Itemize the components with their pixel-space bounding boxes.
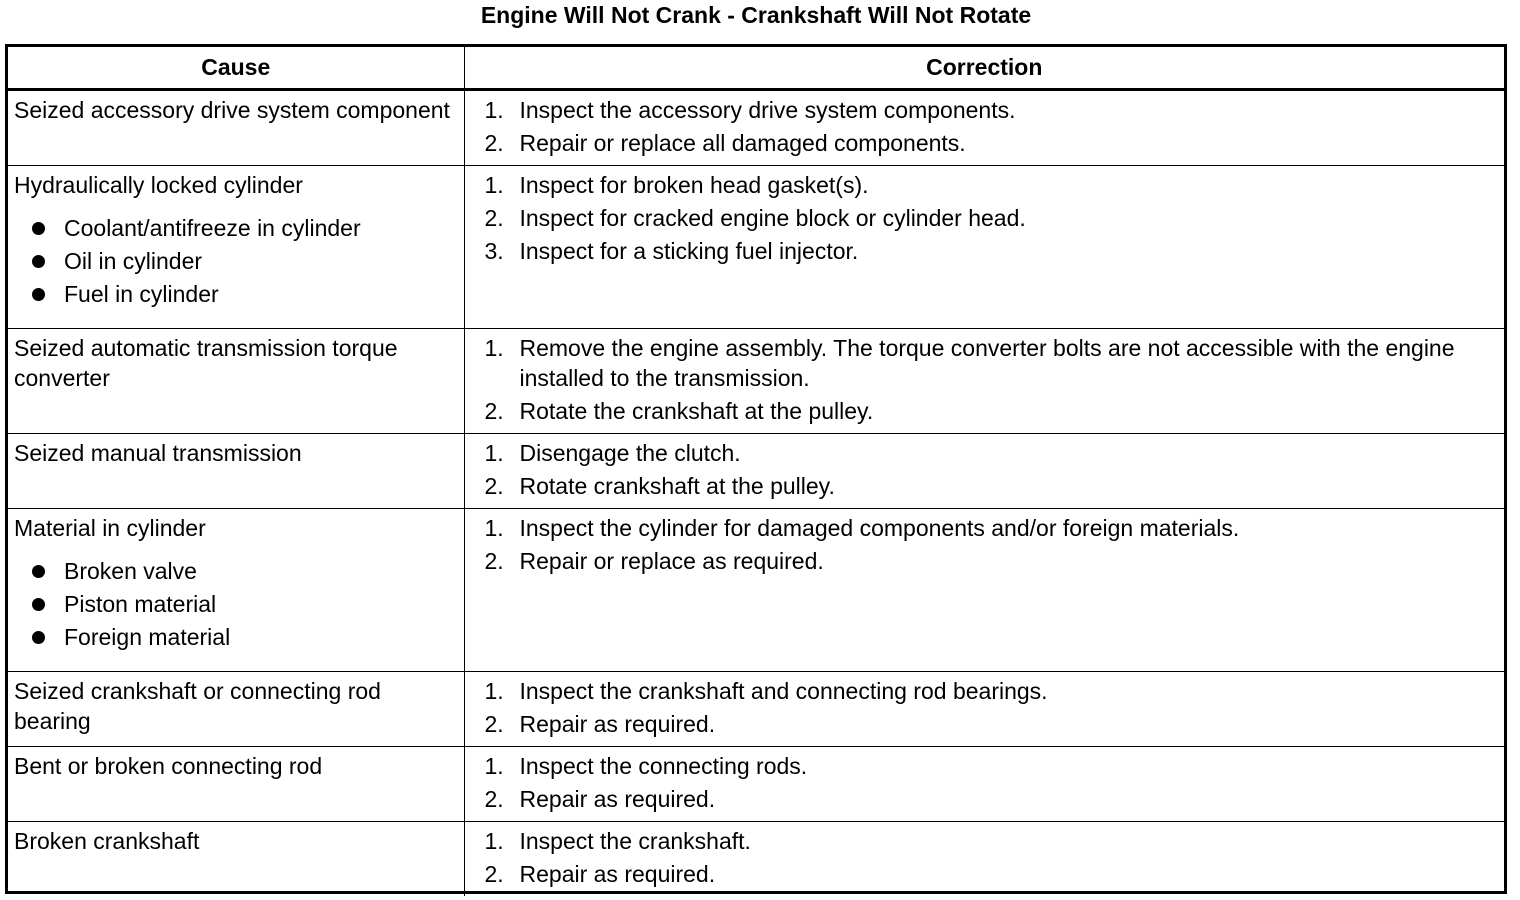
step-number: 1. <box>484 752 504 779</box>
cause-text: Seized crankshaft or connecting rod bearing <box>14 677 381 734</box>
correction-step <box>485 826 1485 856</box>
correction-cell <box>464 433 1504 508</box>
bullet-icon <box>32 255 45 268</box>
step-number: 1. <box>484 677 504 704</box>
correction-step-list <box>485 333 1485 426</box>
cause-text: Broken crankshaft <box>14 827 200 854</box>
table-row <box>8 821 1504 896</box>
correction-step <box>485 170 1485 200</box>
step-number: 1. <box>484 439 504 466</box>
step-text: Remove the engine assembly. The torque converter bolts are not accessible with the engine installed to the transmission. <box>519 334 1455 391</box>
step-text: Repair as required. <box>519 860 716 887</box>
step-number: 1. <box>484 171 504 198</box>
step-text: Rotate crankshaft at the pulley. <box>519 472 835 499</box>
step-text: Inspect the crankshaft and connecting rod bearings. <box>519 677 1048 704</box>
cause-text: Seized accessory drive system component <box>14 96 450 123</box>
correction-step <box>485 236 1485 266</box>
step-text: Repair or replace all damaged components. <box>519 129 966 156</box>
correction-step <box>485 471 1485 501</box>
step-number: 2. <box>484 472 504 499</box>
correction-step <box>485 676 1485 706</box>
table-row <box>8 508 1504 671</box>
step-number: 2. <box>484 710 504 737</box>
header-row <box>8 47 1504 89</box>
table-row <box>8 328 1504 433</box>
step-text: Repair as required. <box>519 785 716 812</box>
table-row <box>8 433 1504 508</box>
step-text: Inspect for broken head gasket(s). <box>519 171 869 198</box>
correction-step <box>485 203 1485 233</box>
step-text: Inspect the connecting rods. <box>519 752 808 779</box>
bullet-icon <box>32 598 45 611</box>
step-number: 1. <box>484 334 504 361</box>
bullet-text: Coolant/antifreeze in cylinder <box>64 214 361 241</box>
correction-step <box>485 751 1485 781</box>
correction-cell <box>464 165 1504 328</box>
step-number: 2. <box>484 129 504 156</box>
cause-bullet-item <box>14 278 458 311</box>
cause-cell <box>8 328 464 433</box>
step-text: Inspect the crankshaft. <box>519 827 751 854</box>
cause-cell <box>8 433 464 508</box>
cause-cell <box>8 89 464 165</box>
correction-step <box>485 95 1485 125</box>
table-row <box>8 165 1504 328</box>
bullet-text: Oil in cylinder <box>64 247 203 274</box>
step-number: 2. <box>484 860 504 887</box>
correction-step <box>485 546 1485 576</box>
step-text: Inspect for a sticking fuel injector. <box>519 237 859 264</box>
cause-text: Seized manual transmission <box>14 439 302 466</box>
step-text: Repair as required. <box>519 710 716 737</box>
diagnosis-table-container <box>5 44 1507 894</box>
correction-step <box>485 438 1485 468</box>
cause-text: Bent or broken connecting rod <box>14 752 323 779</box>
correction-cell <box>464 89 1504 165</box>
bullet-text: Fuel in cylinder <box>64 280 219 307</box>
cause-bullet-list <box>14 555 458 654</box>
cause-column-header: Cause <box>8 47 464 89</box>
cause-cell <box>8 508 464 671</box>
step-text: Inspect the cylinder for damaged components and/or foreign materials. <box>519 514 1240 541</box>
correction-step <box>485 859 1485 889</box>
bullet-icon <box>32 631 45 644</box>
bullet-text: Piston material <box>64 590 217 617</box>
table-row <box>8 746 1504 821</box>
correction-step <box>485 709 1485 739</box>
step-text: Repair or replace as required. <box>519 547 824 574</box>
correction-step-list <box>485 438 1485 501</box>
correction-cell <box>464 821 1504 896</box>
bullet-icon <box>32 565 45 578</box>
bullet-text: Foreign material <box>64 623 231 650</box>
step-text: Inspect the accessory drive system components. <box>519 96 1016 123</box>
cause-bullet-item <box>14 245 458 278</box>
diagnosis-table <box>8 47 1504 896</box>
step-text: Inspect for cracked engine block or cylinder head. <box>519 204 1026 231</box>
step-number: 1. <box>484 96 504 123</box>
bullet-icon <box>32 288 45 301</box>
table-body <box>8 89 1504 896</box>
table-row <box>8 671 1504 746</box>
cause-bullet-item <box>14 212 458 245</box>
page-title: Engine Will Not Crank - Crankshaft Will Not Rotate <box>480 2 1032 28</box>
cause-cell <box>8 165 464 328</box>
correction-cell <box>464 508 1504 671</box>
cause-text: Hydraulically locked cylinder <box>14 171 303 198</box>
correction-cell <box>464 671 1504 746</box>
correction-step <box>485 513 1485 543</box>
correction-step-list <box>485 95 1485 158</box>
correction-step <box>485 333 1485 393</box>
correction-step-list <box>485 170 1485 266</box>
correction-column-header: Correction <box>464 47 1504 89</box>
correction-step-list <box>485 676 1485 739</box>
cause-bullet-item <box>14 555 458 588</box>
correction-step <box>485 396 1485 426</box>
table-row <box>8 89 1504 165</box>
correction-cell <box>464 746 1504 821</box>
cause-cell <box>8 746 464 821</box>
step-number: 2. <box>484 785 504 812</box>
cause-cell <box>8 671 464 746</box>
correction-step-list <box>485 513 1485 576</box>
bullet-icon <box>32 222 45 235</box>
step-number: 1. <box>484 827 504 854</box>
cause-bullet-list <box>14 212 458 311</box>
step-number: 2. <box>484 397 504 424</box>
step-number: 2. <box>484 204 504 231</box>
cause-cell <box>8 821 464 896</box>
correction-cell <box>464 328 1504 433</box>
bullet-text: Broken valve <box>64 557 197 584</box>
step-text: Rotate the crankshaft at the pulley. <box>519 397 874 424</box>
step-number: 2. <box>484 547 504 574</box>
correction-step-list <box>485 826 1485 889</box>
step-text: Disengage the clutch. <box>519 439 741 466</box>
cause-text: Material in cylinder <box>14 514 206 541</box>
cause-bullet-item <box>14 621 458 654</box>
correction-step <box>485 128 1485 158</box>
cause-bullet-item <box>14 588 458 621</box>
cause-text: Seized automatic transmission torque converter <box>14 334 398 391</box>
step-number: 3. <box>484 237 504 264</box>
step-number: 1. <box>484 514 504 541</box>
correction-step-list <box>485 751 1485 814</box>
correction-step <box>485 784 1485 814</box>
